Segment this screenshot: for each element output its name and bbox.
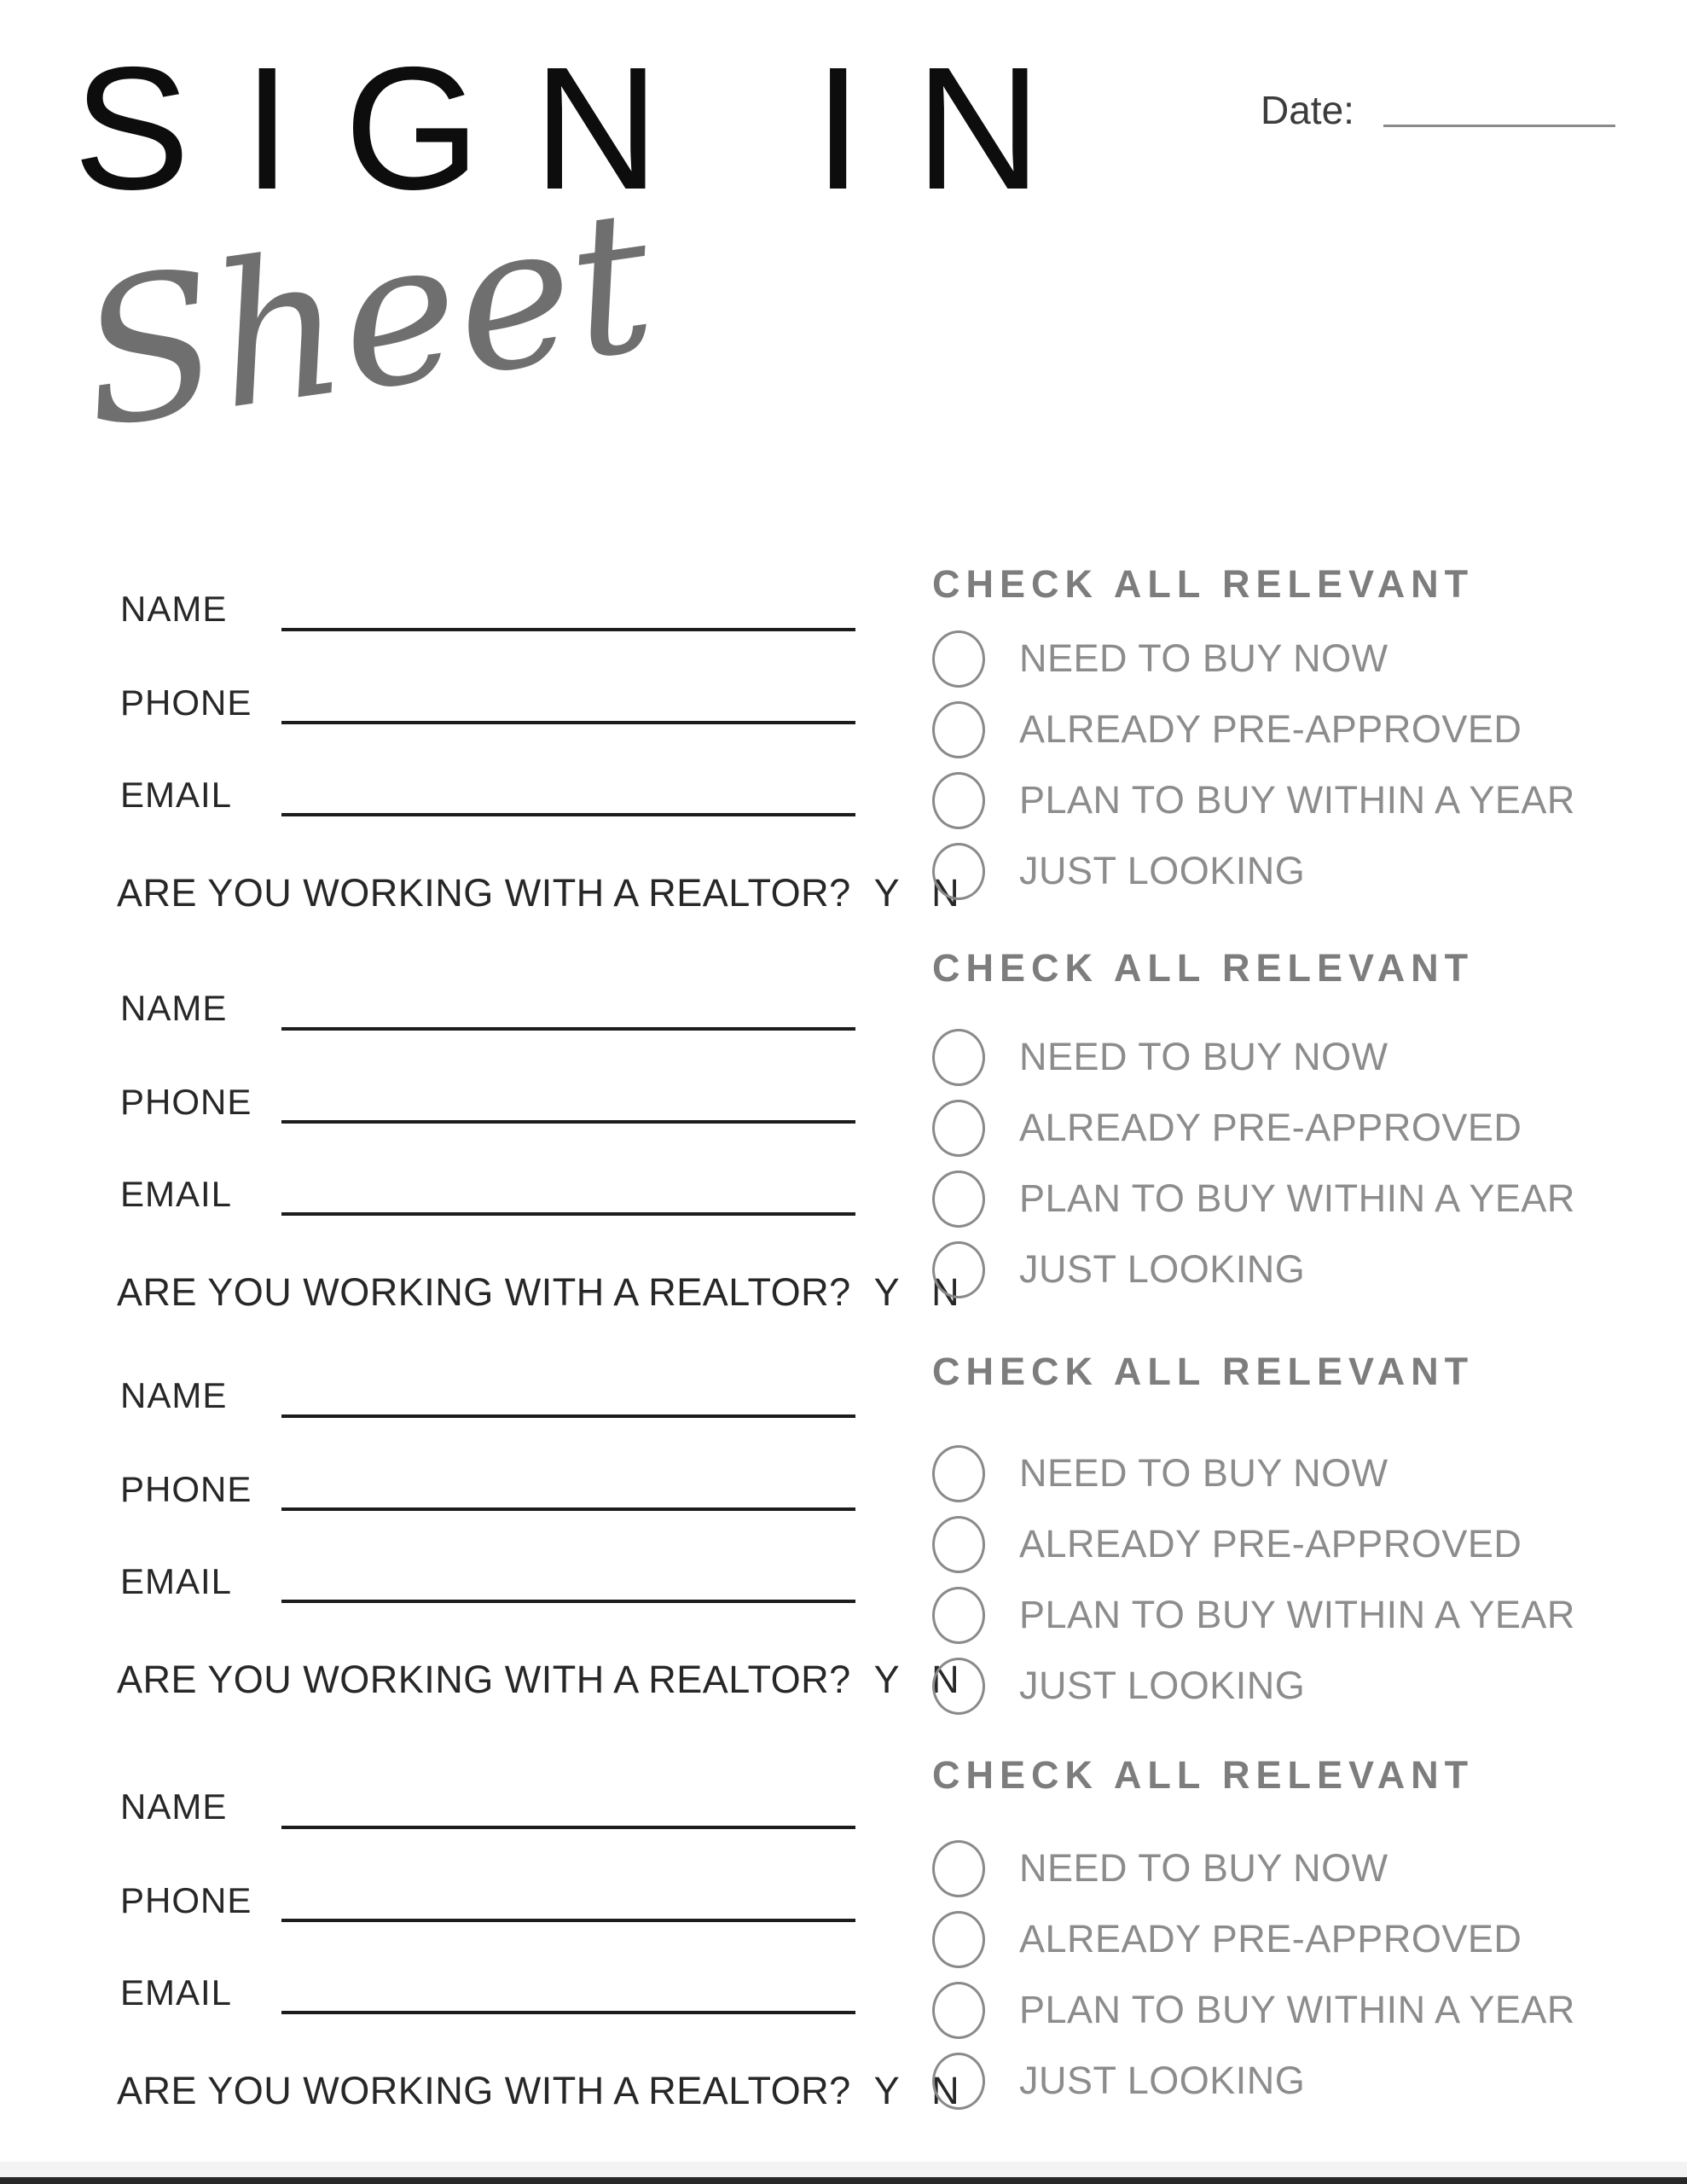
- phone-input-line[interactable]: [281, 1507, 855, 1511]
- phone-label: PHONE: [120, 1880, 252, 1920]
- bottom-light-band: [0, 2162, 1687, 2177]
- option-label: PLAN TO BUY WITHIN A YEAR: [1019, 1176, 1575, 1220]
- guest-entry-4: [117, 1786, 960, 2126]
- checkbox-just-looking[interactable]: [932, 843, 985, 900]
- option-label: JUST LOOKING: [1019, 1664, 1306, 1707]
- realtor-question-row: [117, 2069, 959, 2113]
- email-label: EMAIL: [120, 1561, 233, 1601]
- name-label: NAME: [120, 988, 228, 1028]
- realtor-no-option[interactable]: N: [931, 871, 960, 915]
- name-input-line[interactable]: [281, 628, 855, 631]
- checkbox-plan-to-buy-within-a-year[interactable]: [932, 1170, 985, 1228]
- option-row: [932, 1657, 1305, 1715]
- option-label: PLAN TO BUY WITHIN A YEAR: [1019, 778, 1575, 822]
- checkbox-need-to-buy-now[interactable]: [932, 630, 985, 688]
- realtor-question-label: ARE YOU WORKING WITH A REALTOR?: [117, 1270, 851, 1314]
- checkbox-plan-to-buy-within-a-year[interactable]: [932, 1982, 985, 2039]
- realtor-question-label: ARE YOU WORKING WITH A REALTOR?: [117, 2069, 851, 2112]
- date-row: [1261, 87, 1615, 134]
- checkbox-already-pre-approved[interactable]: [932, 1516, 985, 1573]
- option-row: [932, 1099, 1522, 1157]
- option-row: [932, 1981, 1575, 2039]
- name-label: NAME: [120, 1375, 228, 1415]
- guest-entry-3: [117, 1375, 960, 1715]
- bottom-dark-edge: [0, 2177, 1687, 2184]
- check-group-heading: CHECK ALL RELEVANT: [932, 1350, 1475, 1393]
- name-label: NAME: [120, 1786, 228, 1827]
- realtor-yes-option[interactable]: Y: [873, 871, 901, 915]
- check-group-heading: CHECK ALL RELEVANT: [932, 1753, 1475, 1797]
- phone-label: PHONE: [120, 682, 252, 723]
- realtor-question-row: [117, 1270, 959, 1315]
- checkbox-just-looking[interactable]: [932, 1241, 985, 1298]
- name-label: NAME: [120, 589, 228, 629]
- phone-label: PHONE: [120, 1469, 252, 1509]
- option-row: [932, 2052, 1305, 2110]
- option-label: NEED TO BUY NOW: [1019, 636, 1388, 680]
- option-label: PLAN TO BUY WITHIN A YEAR: [1019, 1593, 1575, 1636]
- checkbox-already-pre-approved[interactable]: [932, 701, 985, 758]
- email-label: EMAIL: [120, 1972, 233, 2013]
- option-label: ALREADY PRE-APPROVED: [1019, 1106, 1522, 1149]
- option-label: JUST LOOKING: [1019, 1247, 1306, 1291]
- realtor-question-label: ARE YOU WORKING WITH A REALTOR?: [117, 1658, 851, 1701]
- guest-entry-1: [117, 589, 960, 928]
- checkbox-need-to-buy-now[interactable]: [932, 1029, 985, 1086]
- phone-label: PHONE: [120, 1082, 252, 1122]
- option-label: ALREADY PRE-APPROVED: [1019, 1917, 1522, 1960]
- phone-input-line[interactable]: [281, 721, 855, 724]
- email-input-line[interactable]: [281, 813, 855, 816]
- email-input-line[interactable]: [281, 1212, 855, 1216]
- option-label: NEED TO BUY NOW: [1019, 1035, 1388, 1078]
- option-row: [932, 842, 1305, 900]
- checkbox-just-looking[interactable]: [932, 1658, 985, 1715]
- option-label: ALREADY PRE-APPROVED: [1019, 707, 1522, 751]
- option-row: [932, 1515, 1522, 1573]
- phone-input-line[interactable]: [281, 1120, 855, 1124]
- email-label: EMAIL: [120, 775, 233, 815]
- name-input-line[interactable]: [281, 1027, 855, 1031]
- option-label: PLAN TO BUY WITHIN A YEAR: [1019, 1988, 1575, 2031]
- phone-input-line[interactable]: [281, 1919, 855, 1922]
- option-label: NEED TO BUY NOW: [1019, 1451, 1388, 1495]
- option-row: [932, 700, 1522, 758]
- check-group-heading: CHECK ALL RELEVANT: [932, 946, 1475, 990]
- checkbox-already-pre-approved[interactable]: [932, 1911, 985, 1968]
- option-row: [932, 1444, 1388, 1502]
- page-title: SIGN IN: [73, 31, 1095, 226]
- realtor-no-option[interactable]: N: [931, 1658, 960, 1701]
- check-group-heading: CHECK ALL RELEVANT: [932, 562, 1475, 606]
- checkbox-just-looking[interactable]: [932, 2053, 985, 2110]
- name-input-line[interactable]: [281, 1414, 855, 1418]
- realtor-question-row: [117, 1658, 959, 1702]
- page-subtitle: Sheet: [67, 167, 666, 473]
- option-row: [932, 630, 1388, 688]
- realtor-question-row: [117, 871, 959, 915]
- realtor-question-label: ARE YOU WORKING WITH A REALTOR?: [117, 871, 851, 915]
- guest-entry-2: [117, 988, 960, 1327]
- checkbox-plan-to-buy-within-a-year[interactable]: [932, 1587, 985, 1644]
- option-row: [932, 1170, 1575, 1228]
- realtor-no-option[interactable]: N: [931, 2069, 960, 2112]
- option-row: [932, 1028, 1388, 1086]
- email-input-line[interactable]: [281, 2011, 855, 2014]
- option-row: [932, 1910, 1522, 1968]
- email-input-line[interactable]: [281, 1600, 855, 1603]
- option-label: ALREADY PRE-APPROVED: [1019, 1522, 1522, 1565]
- name-input-line[interactable]: [281, 1826, 855, 1829]
- date-input-line[interactable]: [1383, 125, 1615, 127]
- realtor-yes-option[interactable]: Y: [873, 1270, 901, 1314]
- option-label: JUST LOOKING: [1019, 849, 1306, 892]
- email-label: EMAIL: [120, 1174, 233, 1214]
- checkbox-need-to-buy-now[interactable]: [932, 1445, 985, 1502]
- realtor-yes-option[interactable]: Y: [873, 2069, 901, 2112]
- option-label: NEED TO BUY NOW: [1019, 1846, 1388, 1890]
- checkbox-need-to-buy-now[interactable]: [932, 1840, 985, 1897]
- realtor-no-option[interactable]: N: [931, 1270, 960, 1314]
- date-label: Date:: [1261, 88, 1354, 132]
- option-row: [932, 1240, 1305, 1298]
- option-row: [932, 1586, 1575, 1644]
- realtor-yes-option[interactable]: Y: [873, 1658, 901, 1701]
- option-row: [932, 1839, 1388, 1897]
- checkbox-plan-to-buy-within-a-year[interactable]: [932, 772, 985, 829]
- option-row: [932, 771, 1575, 829]
- option-label: JUST LOOKING: [1019, 2059, 1306, 2102]
- checkbox-already-pre-approved[interactable]: [932, 1100, 985, 1157]
